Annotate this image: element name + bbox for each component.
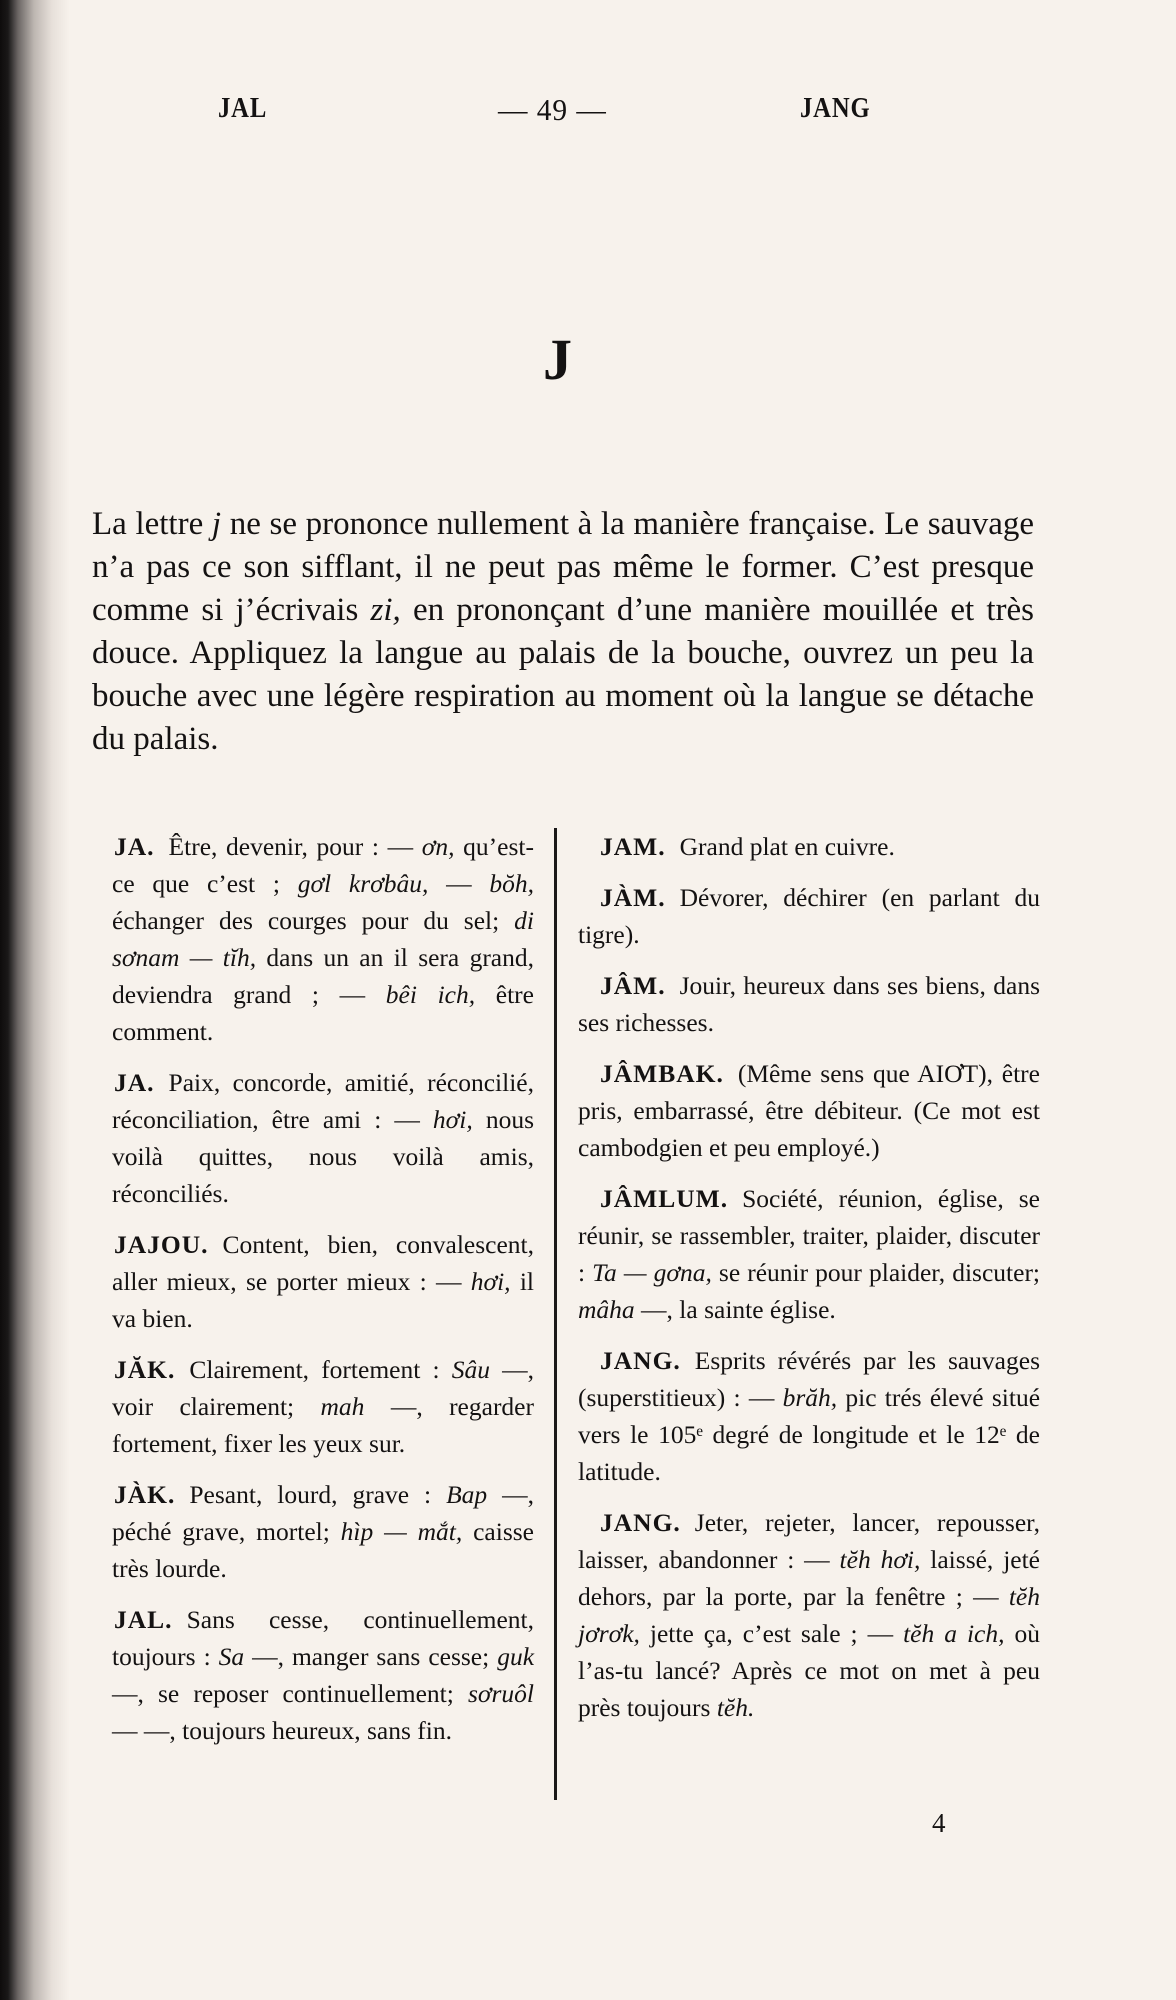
entry-example-term: mah <box>320 1392 365 1421</box>
section-letter-heading: J <box>543 327 572 392</box>
entry-headword: JÀK. <box>114 1480 176 1509</box>
entry-headword: JÀM. <box>600 883 666 912</box>
entry-definition-text: — <box>428 869 490 898</box>
entry-headword: JANG. <box>600 1346 681 1375</box>
entry-definition-text: caisse très lourde. <box>112 1517 535 1583</box>
intro-text: en prononçant d’une manière mouillée et très douce. Appliquez la langue au palais de la bouche, ouvrez un peu la bouche avec une légère respiration au moment où la langue se détache du palais. <box>92 592 1034 757</box>
dictionary-entry <box>112 1601 534 1749</box>
entry-definition-text: Société, réunion, église, se réunir, se rassembler, traiter, plaider, discuter : <box>578 1184 1040 1287</box>
entry-definition-text: Paix, concorde, amitié, réconcilié, réconciliation, être ami : — <box>112 1068 534 1134</box>
entry-definition-text: Sans cesse, continuellement, toujours : <box>112 1605 534 1671</box>
entry-definition-text: —, la sainte église. <box>634 1295 836 1324</box>
entry-definition-text: jette ça, c’est sale ; — <box>639 1619 904 1648</box>
intro-paragraph <box>92 503 1034 761</box>
dictionary-entry <box>112 828 534 1050</box>
dictionary-entry <box>578 879 1040 953</box>
entry-example-term: hìp — mắt, <box>340 1517 463 1546</box>
entry-definition-text: Dévorer, déchirer (en parlant du tigre). <box>578 883 1040 949</box>
entry-definition-text: —, péché grave, mortel; <box>112 1480 534 1546</box>
entry-definition-text: se réunir pour plaider, discuter; <box>711 1258 1041 1287</box>
entry-example-term: tĕh. <box>716 1693 755 1722</box>
guide-word-right: JANG <box>800 92 871 124</box>
entry-definition-text: Content, bien, convalescent, aller mieux, se porter mieux : — <box>112 1230 534 1296</box>
entry-definition-text: Jouir, heureux dans ses biens, dans ses richesses. <box>578 971 1040 1037</box>
entry-example-term: tĕh a ich, <box>903 1619 1005 1648</box>
entry-definition-text: — —, toujours heureux, sans fin. <box>112 1716 452 1745</box>
entry-headword: JAM. <box>600 832 666 861</box>
entry-example-term: tĕh jơrơk, <box>578 1582 1040 1648</box>
entry-definition-text: être comment. <box>112 980 534 1046</box>
intro-italic-j: j <box>211 506 222 542</box>
entry-definition-text: Jeter, rejeter, lancer, repousser, laisser, abandonner : — <box>578 1508 1040 1574</box>
entry-definition-text: qu’est-ce que c’est ; <box>112 832 534 898</box>
right-column <box>578 828 1040 1740</box>
dictionary-entry <box>578 828 1040 865</box>
entry-definition-text: Être, devenir, pour : — <box>168 832 422 861</box>
dictionary-entry <box>112 1476 534 1587</box>
entry-definition-text: (Même sens que AIƠT), être pris, embarrassé, être débiteur. (Ce mot est cambodgien et peu employé.) <box>578 1059 1040 1162</box>
entry-example-term: Bap <box>446 1480 488 1509</box>
intro-text: ne se prononce nullement à la manière française. Le sauvage n’a pas ce son sifflant, il ne peut pas même le former. C’est presque comme si j’écrivais <box>92 506 1034 628</box>
intro-text: La lettre <box>92 506 212 542</box>
entry-definition-text: —, manger sans cesse; <box>244 1642 498 1671</box>
entry-example-term: bŏh, <box>489 869 535 898</box>
entry-definition-text: il va bien. <box>112 1267 534 1333</box>
entry-definition-text: où l’as-tu lancé? Après ce mot on met à peu près toujours <box>578 1619 1040 1722</box>
entry-example-term: tĕh hơi, <box>839 1545 921 1574</box>
entry-headword: JÂMBAK. <box>600 1059 724 1088</box>
entry-example-term: hơi, <box>470 1267 511 1296</box>
entry-example-term: bêi ich, <box>385 980 476 1009</box>
entry-definition-text: Esprits révérés par les sauvages (superstitieux) : — <box>578 1346 1040 1412</box>
dictionary-entry <box>578 967 1040 1041</box>
dictionary-entry <box>112 1064 534 1212</box>
dictionary-entry <box>578 1504 1040 1726</box>
entry-definition-text: Grand plat en cuivre. <box>679 832 895 861</box>
entry-definition-text: —, voir clairement; <box>112 1355 534 1421</box>
entry-headword: JÂM. <box>600 971 666 1000</box>
entry-example-term: gơl krơbâu, <box>297 869 429 898</box>
entry-headword: JANG. <box>600 1508 681 1537</box>
entry-definition-text: laissé, jeté dehors, par la porte, par la fenêtre ; — <box>578 1545 1040 1611</box>
book-binding-shadow <box>0 0 70 2000</box>
entry-definition-text: Clairement, fortement : <box>189 1355 452 1384</box>
entry-example-term: ơn, <box>421 832 455 861</box>
entry-definition-text: —, se reposer continuellement; <box>112 1679 468 1708</box>
entry-definition-text: dans un an il sera grand, deviendra grand ; — <box>112 943 535 1009</box>
dictionary-entry <box>578 1180 1040 1328</box>
entry-headword: JÂMLUM. <box>600 1184 729 1213</box>
entry-example-term: Sa <box>218 1642 245 1671</box>
guide-word-left: JAL <box>218 92 268 124</box>
page-number: — 49 — <box>498 92 607 127</box>
entry-example-term: mâha <box>578 1295 635 1324</box>
entry-definition-text: nous voilà quittes, nous voilà amis, réconciliés. <box>112 1105 534 1208</box>
column-divider <box>554 828 557 1800</box>
entry-example-term: Ta — gơna, <box>592 1258 712 1287</box>
entry-headword: JA. <box>114 1068 155 1097</box>
entry-definition-text: Pesant, lourd, grave : <box>189 1480 447 1509</box>
signature-mark: 4 <box>932 1808 946 1838</box>
left-column <box>112 828 534 1763</box>
entry-definition-text: pic trés élevé situé vers le 105ᵉ degré de longitude et le 12ᵉ de latitude. <box>578 1383 1041 1486</box>
entry-example-term: hơi, <box>432 1105 473 1134</box>
entry-definition-text: —, regarder fortement, fixer les yeux sur. <box>112 1392 534 1458</box>
dictionary-entry <box>112 1226 534 1337</box>
intro-italic-zi: zi, <box>370 592 401 628</box>
entry-example-term: di sơnam — tĭh, <box>112 906 534 972</box>
dictionary-entry <box>578 1342 1040 1490</box>
entry-headword: JA. <box>114 832 155 861</box>
entry-example-term: brăh, <box>782 1383 838 1412</box>
entry-example-term: sơruôl <box>467 1679 534 1708</box>
dictionary-entry <box>112 1351 534 1462</box>
entry-headword: JAL. <box>114 1605 173 1634</box>
entry-definition-text: échanger des courges pour du sel; <box>112 906 515 935</box>
dictionary-entry <box>578 1055 1040 1166</box>
entry-example-term: Sâu <box>451 1355 490 1384</box>
entry-headword: JAJOU. <box>114 1230 209 1259</box>
entry-headword: JĂK. <box>114 1355 176 1384</box>
entry-example-term: guk <box>497 1642 535 1671</box>
